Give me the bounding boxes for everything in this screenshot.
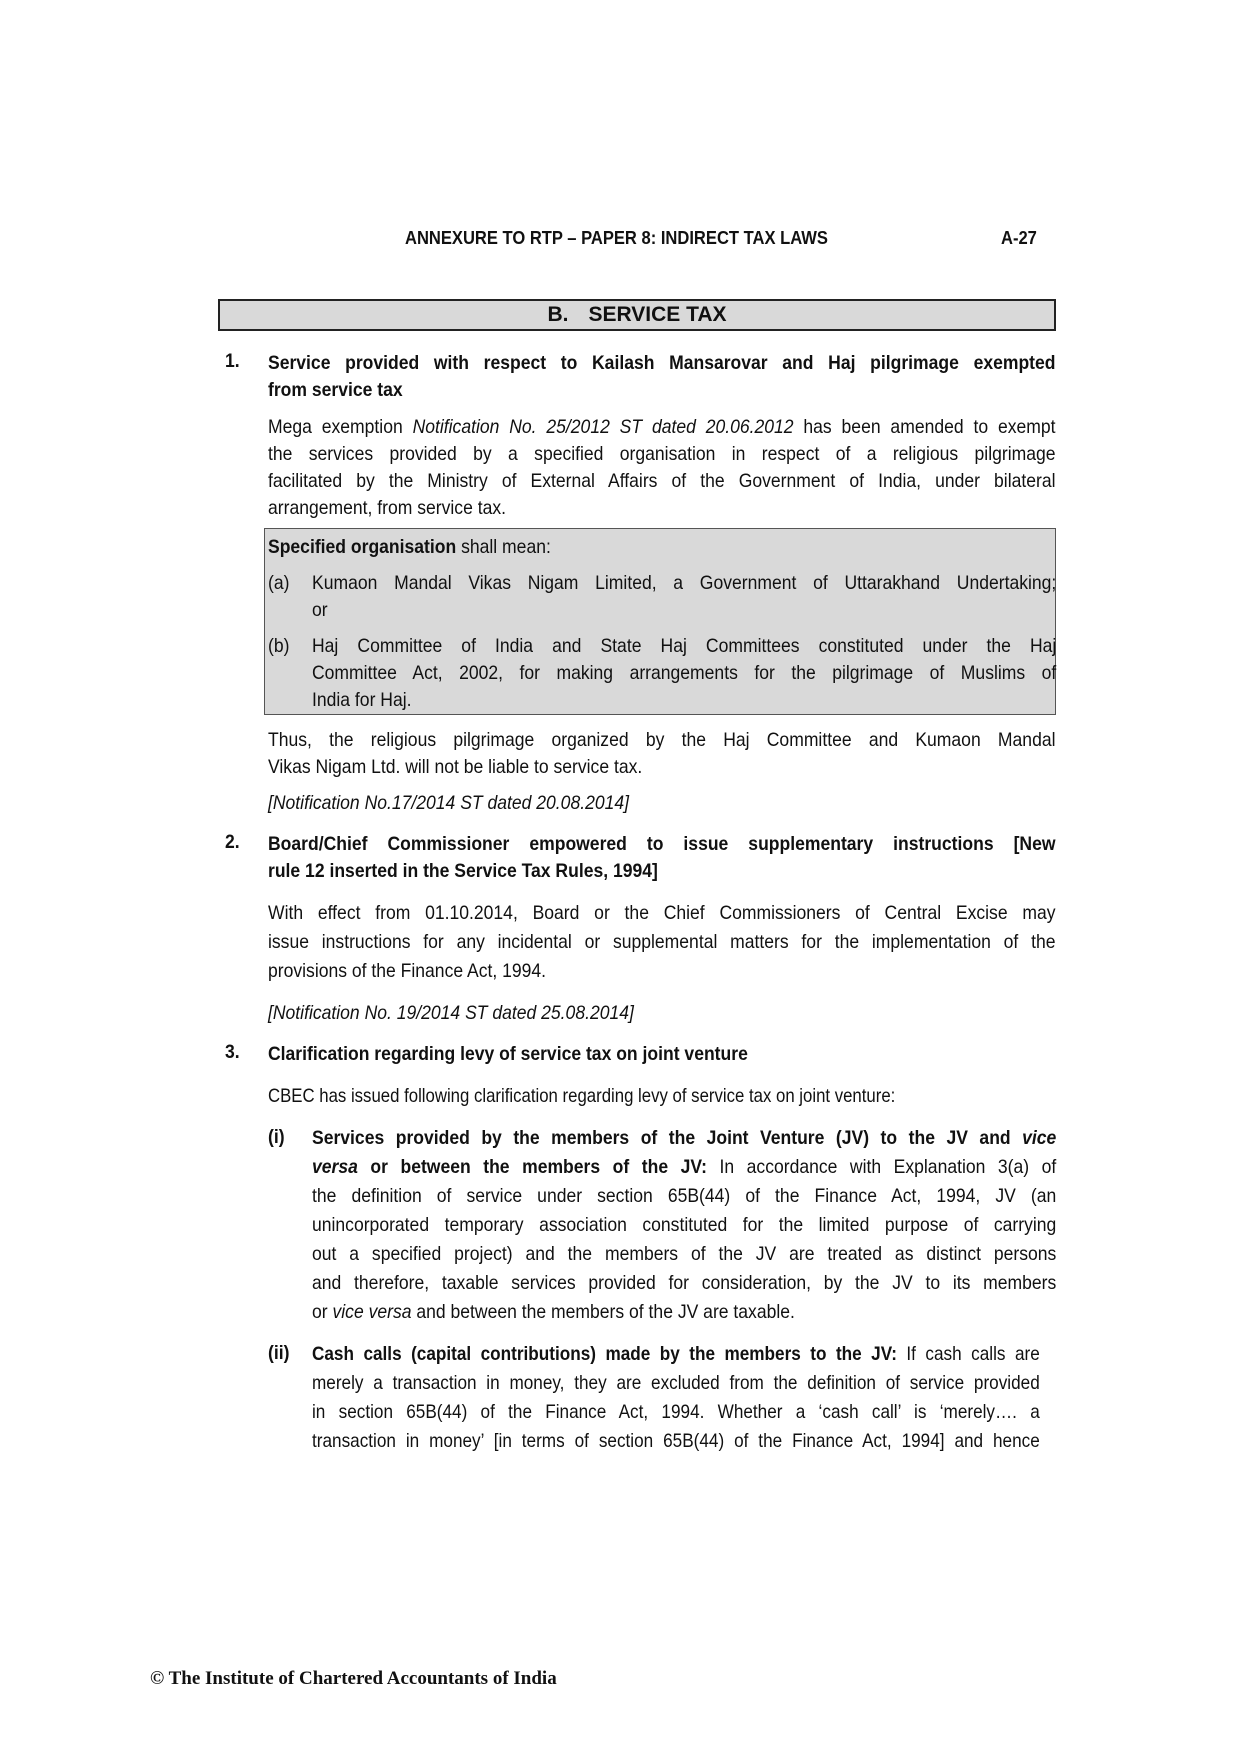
definition-b-line3: India for Haj.	[312, 689, 412, 711]
item-1-citation: [Notification No.17/2014 ST dated 20.08.2014]	[268, 792, 630, 814]
item-3-number: 3.	[225, 1041, 240, 1063]
item-1-number: 1.	[225, 350, 240, 372]
item-1-para-line2: the services provided by a specified organisation in respect of a religious pilgrimage	[268, 443, 1056, 465]
item-2-citation: [Notification No. 19/2014 ST dated 25.08.2014]	[268, 1002, 634, 1024]
item-3-i-line2-rest: In accordance with Explanation 3(a) of	[706, 1156, 1057, 1178]
item-3-ii-text	[312, 1340, 1040, 1456]
item-2-heading	[268, 831, 1056, 885]
item-2-heading-line2: rule 12 inserted in the Service Tax Rules, 1994]	[268, 860, 658, 882]
item-3-i-versa: versa	[312, 1156, 358, 1178]
running-header: ANNEXURE TO RTP – PAPER 8: INDIRECT TAX LAWS	[405, 228, 828, 248]
item-3-i-label: (i)	[268, 1126, 285, 1148]
item-3-ii-line4: transaction in money’ [in terms of section 65B(44) of the Finance Act, 1994] and hence	[312, 1430, 1040, 1452]
definition-intro	[268, 534, 1056, 561]
definition-term: Specified organisation	[268, 536, 457, 558]
copyright-footer: © The Institute of Chartered Accountants of India	[150, 1668, 557, 1689]
section-letter: B.	[547, 303, 569, 326]
definition-a-label: (a)	[268, 572, 290, 594]
item-3-heading: Clarification regarding levy of service tax on joint venture	[268, 1043, 748, 1065]
item-3-i-line7-pre: or	[312, 1301, 333, 1323]
definition-b-label: (b)	[268, 635, 290, 657]
item-3-ii-bold: Cash calls (capital contributions) made by the members to the JV:	[312, 1343, 897, 1365]
item-1-para-line4: arrangement, from service tax.	[268, 497, 506, 519]
page-number: A-27	[1001, 228, 1037, 248]
item-3-ii-line1	[312, 1340, 1040, 1369]
item-1-heading	[268, 350, 1056, 404]
item-2-para-line1: With effect from 01.10.2014, Board or the Chief Commissioners of Central Excise may	[268, 902, 1056, 924]
item-2-para-line2: issue instructions for any incidental or supplemental matters for the implementation of the	[268, 931, 1056, 953]
item-1-para-line3: facilitated by the Ministry of External Affairs of the Government of India, under bilateral	[268, 470, 1056, 492]
item-1-heading-line1: Service provided with respect to Kailash Mansarovar and Haj pilgrimage exempted	[268, 352, 1056, 374]
section-title-box	[218, 299, 1056, 331]
item-1-para-prefix: Mega exemption	[268, 416, 413, 438]
item-1-para-line1	[268, 414, 1056, 441]
definition-b-line2: Committee Act, 2002, for making arrangements for the pilgrimage of Muslims of	[312, 662, 1057, 684]
item-1-para-rest: has been amended to exempt	[793, 416, 1056, 438]
item-3-i-vice: vice	[1022, 1127, 1057, 1149]
item-1-heading-line2: from service tax	[268, 379, 403, 401]
section-title: SERVICE TAX	[588, 303, 727, 326]
item-1-paragraph	[268, 414, 1056, 522]
item-3-ii-line2: merely a transaction in money, they are excluded from the definition of service provided	[312, 1372, 1040, 1394]
item-1-conclusion-line2: Vikas Nigam Ltd. will not be liable to service tax.	[268, 756, 643, 778]
item-3-i-line7-rest: and between the members of the JV are taxable.	[411, 1301, 795, 1323]
item-3-i-line5: out a specified project) and the members of the JV are treated as distinct persons	[312, 1243, 1057, 1265]
item-1-notification-ref: Notification No. 25/2012 ST dated 20.06.2012	[412, 416, 794, 438]
item-1-conclusion-line1: Thus, the religious pilgrimage organized by the Haj Committee and Kumaon Mandal	[268, 729, 1056, 751]
item-3-i-line6: and therefore, taxable services provided for consideration, by the JV to its members	[312, 1272, 1057, 1294]
item-3-ii-line3: in section 65B(44) of the Finance Act, 1994. Whether a ‘cash call’ is ‘merely…. a	[312, 1401, 1040, 1423]
item-3-i-line2	[312, 1153, 1056, 1182]
item-3-i-line7	[312, 1298, 1056, 1327]
item-2-para-line3: provisions of the Finance Act, 1994.	[268, 960, 547, 982]
item-3-ii-line1-rest: If cash calls are	[896, 1343, 1040, 1365]
item-2-heading-line1: Board/Chief Commissioner empowered to issue supplementary instructions [New	[268, 833, 1056, 855]
item-3-i-line4: unincorporated temporary association constituted for the limited purpose of carrying	[312, 1214, 1057, 1236]
definition-term-rest: shall mean:	[456, 536, 551, 558]
item-3-i-line3: the definition of service under section 65B(44) of the Finance Act, 1994, JV (an	[312, 1185, 1057, 1207]
item-3-i-line1	[312, 1124, 1056, 1153]
definition-b-line1: Haj Committee of India and State Haj Committees constituted under the Haj	[312, 635, 1057, 657]
item-1-conclusion	[268, 727, 1056, 781]
item-3-intro: CBEC has issued following clarification regarding levy of service tax on joint venture:	[268, 1085, 896, 1107]
item-3-i-line7-italic: vice versa	[332, 1301, 412, 1323]
item-3-i-bold1: Services provided by the members of the Joint Venture (JV) to the JV and	[312, 1127, 1023, 1149]
item-3-i-bold2: or between the members of the JV:	[357, 1156, 707, 1178]
definition-b-text	[312, 633, 1056, 714]
definition-a-line1: Kumaon Mandal Vikas Nigam Limited, a Government of Uttarakhand Undertaking;	[312, 572, 1057, 594]
item-3-ii-label: (ii)	[268, 1342, 290, 1364]
definition-a-line2: or	[312, 599, 328, 621]
definition-a-text	[312, 570, 1056, 624]
item-2-number: 2.	[225, 831, 240, 853]
item-2-paragraph	[268, 899, 1056, 986]
item-3-i-text	[312, 1124, 1056, 1327]
